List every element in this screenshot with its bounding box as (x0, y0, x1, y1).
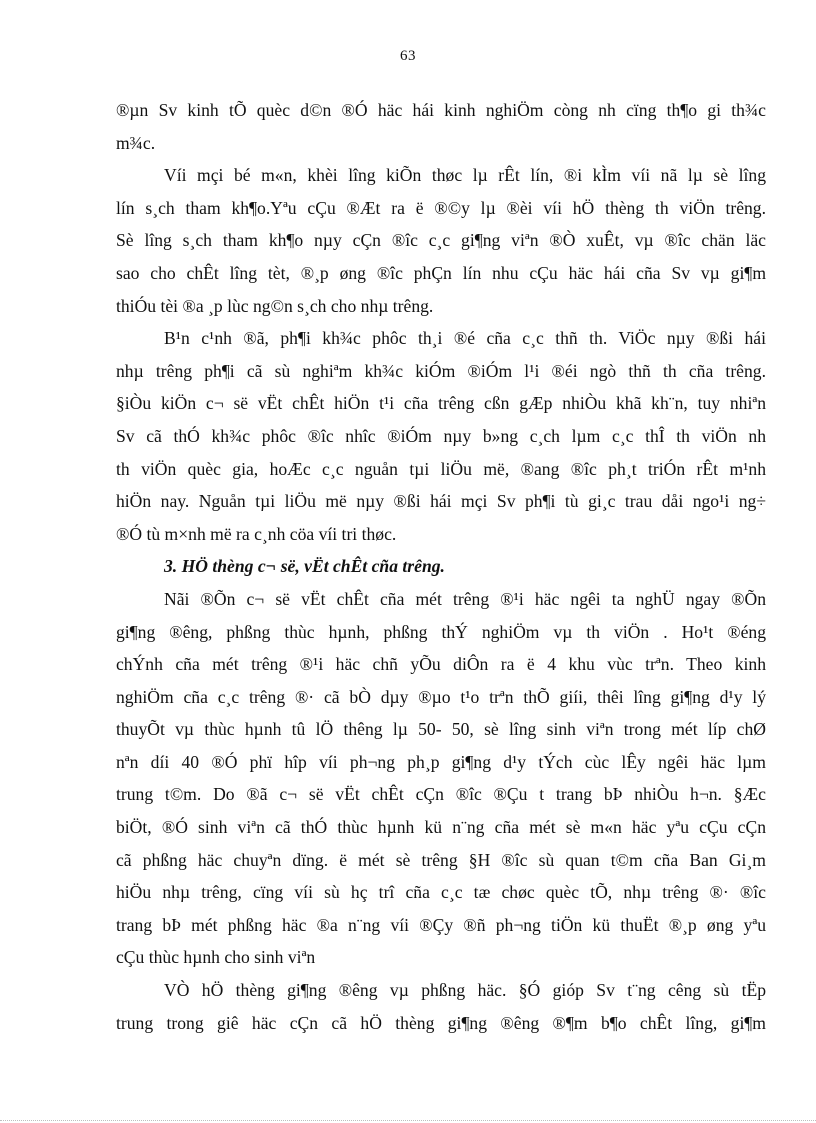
paragraph-line: Nãi ®Õn c¬ së vËt chÊt cña mét trêng ®¹i häc ngêi ta nghÜ ngay ®Õn (164, 588, 766, 609)
paragraph-line: nhµ trêng ph¶i cã sù nghiªm kh¾c kiÓm ®iÓm l¹i ®éi ngò thñ th cña trêng. (116, 360, 766, 381)
paragraph-line: hiÖu nhµ trêng, cïng víi sù hç trî cña c¸c tæ chøc quèc tÕ, nhµ trêng ®· ®îc (116, 882, 766, 903)
paragraph-line: nªn díi 40 ®Ó phï hîp víi ph¬ng ph¸p gi¶ng d¹y tÝch cùc lÊy ngêi häc lµm (116, 751, 766, 772)
paragraph-line: cÇu thùc hµnh cho sinh viªn (116, 947, 316, 968)
paragraph-line: Víi mçi bé m«n, khèi lîng kiÕn thøc lµ rÊt lín, ®i kÌm víi nã lµ sè lîng (164, 165, 766, 186)
body-text (116, 94, 766, 1039)
paragraph-line: ®Ó tù m×nh më ra c¸nh cöa víi tri thøc. (116, 523, 397, 544)
paragraph-line: cã phßng häc chuyªn dïng. ë mét sè trêng §H ®îc sù quan t©m cña Ban Gi¸m (116, 849, 766, 870)
page-number: 63 (400, 48, 416, 64)
page-bottom-rule (0, 1120, 816, 1121)
paragraph-line: thiÓu tèi ®a ¸p lùc ng©n s¸ch cho nhµ trêng. (116, 295, 434, 316)
paragraph-line: §iÒu kiÖn c¬ së vËt chÊt hiÖn t¹i cña trêng cßn gÆp nhiÒu khã kh¨n, tuy nhiªn (116, 393, 766, 414)
paragraph-line: m¾c. (116, 132, 156, 153)
paragraph-line: thuyÕt vµ thùc hµnh tû lÖ thêng lµ 50- 50, sè lîng sinh viªn trong mét líp chØ (116, 719, 766, 740)
paragraph-line: chÝnh cña mét trêng ®¹i häc chñ yÕu diÔn ra ë 4 khu vùc trªn. Theo kinh (116, 654, 766, 675)
paragraph-line: lín s¸ch tham kh¶o.Yªu cÇu ®Æt ra ë ®©y lµ ®èi víi hÖ thèng th viÖn trêng. (116, 197, 766, 218)
paragraph-line: trang bÞ mét phßng häc ®a n¨ng víi ®Çy ®ñ ph¬ng tiÖn kü thuËt ®¸p øng yªu (116, 914, 766, 935)
paragraph-line: hiÖn nay. Nguån tµi liÖu më nµy ®ßi hái mçi Sv ph¶i tù gi¸c trau dåi ngo¹i ng÷ (116, 491, 766, 512)
paragraph-line: th viÖn quèc gia, hoÆc c¸c nguån tµi liÖu më, ®ang ®îc ph¸t triÓn rÊt m¹nh (116, 458, 766, 479)
paragraph-line: B¹n c¹nh ®ã, ph¶i kh¾c phôc th¸i ®é cña c¸c thñ th. ViÖc nµy ®ßi hái (164, 328, 766, 349)
paragraph-line: ®µn Sv kinh tÕ quèc d©n ®Ó häc hái kinh nghiÖm còng nh cïng th¶o gi th¾c (116, 100, 766, 120)
section-heading: 3. HÖ thèng c¬ së, vËt chÊt cña trêng. (164, 556, 445, 577)
paragraph-line: trung trong giê häc cÇn cã hÖ thèng gi¶ng ®êng ®¶m b¶o chÊt lîng, gi¶m (116, 1012, 766, 1033)
paragraph-line: nghiÖm cña c¸c trêng ®· cã bÒ dµy ®µo t¹o trªn thÕ giíi, thêi lîng gi¶ng d¹y lý (116, 686, 766, 707)
paragraph-line: sao cho chÊt lîng tèt, ®¸p øng ®îc phÇn lín nhu cÇu häc hái cña Sv vµ gi¶m (116, 262, 766, 283)
paragraph-line: VÒ hÖ thèng gi¶ng ®êng vµ phßng häc. §Ó gióp Sv t¨ng cêng sù tËp (164, 980, 766, 1001)
paragraph-line: Sè lîng s¸ch tham kh¶o nµy cÇn ®îc c¸c gi¶ng viªn ®Ò xuÊt, vµ ®îc chän läc (116, 230, 766, 251)
paragraph-line: biÖt, ®Ó sinh viªn cã thÓ thùc hµnh kü n¨ng cña mét sè m«n häc yªu cÇu cÇn (116, 817, 766, 838)
paragraph-line: Sv cã thÓ kh¾c phôc ®îc nhîc ®iÓm nµy b»ng c¸ch lµm c¸c thÎ th viÖn nh (116, 425, 766, 446)
paragraph-line: trung t©m. Do ®ã c¬ së vËt chÊt cÇn ®îc ®Çu t trang bÞ nhiÒu h¬n. §Æc (116, 784, 766, 805)
paragraph-line: gi¶ng ®êng, phßng thùc hµnh, phßng thÝ nghiÖm vµ th viÖn . Ho¹t ®éng (116, 621, 766, 642)
